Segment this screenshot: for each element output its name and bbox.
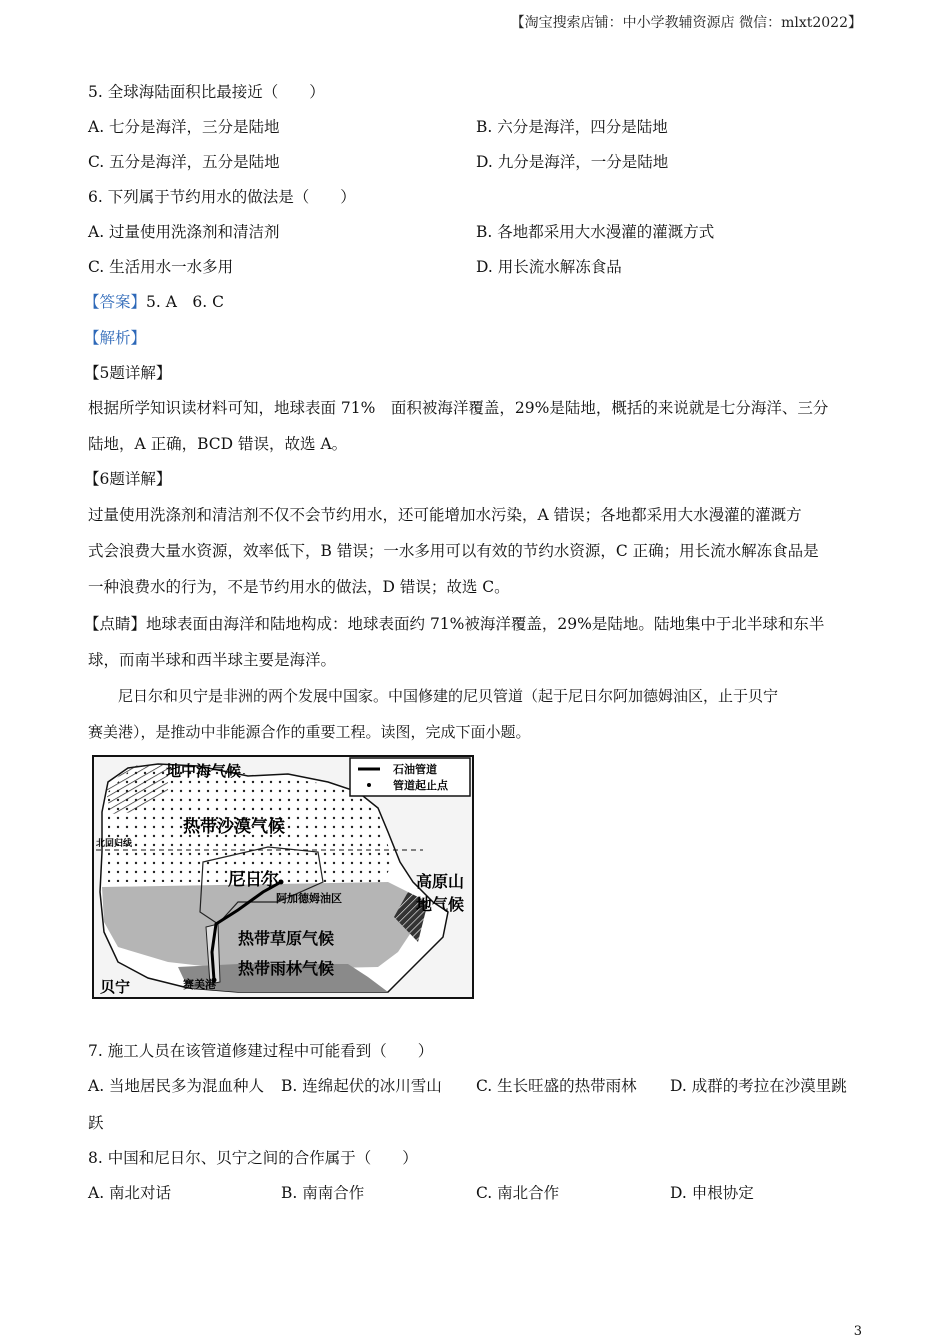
q6-option-a: A. 过量使用洗涤剂和清洁剂 xyxy=(88,223,280,241)
q5-stem: 5. 全球海陆面积比最接近（ ） xyxy=(88,83,325,101)
q7-option-b: B. 连绵起伏的冰川雪山 xyxy=(281,1077,442,1095)
answer-line xyxy=(84,292,224,312)
q5-option-c: C. 五分是海洋，五分是陆地 xyxy=(88,153,280,171)
label-savanna: 热带草原气候 xyxy=(238,929,335,948)
label-desert: 热带沙漠气候 xyxy=(183,817,285,837)
detail-5-line2: 陆地，A 正确，BCD 错误，故选 A。 xyxy=(88,435,348,453)
detail-5-title: 【5题详解】 xyxy=(84,364,172,382)
q6-options-row2 xyxy=(88,257,868,277)
q8-stem: 8. 中国和尼日尔、贝宁之间的合作属于（ ） xyxy=(88,1149,418,1167)
q8-options-row xyxy=(88,1183,868,1203)
tip-line2: 球，而南半球和西半球主要是海洋。 xyxy=(88,651,337,669)
legend-endpoint-symbol xyxy=(367,783,371,787)
answer-label: 【答案】 xyxy=(84,293,147,311)
label-mediterranean: 地中海气候 xyxy=(166,762,242,780)
q5-option-d: D. 九分是海洋，一分是陆地 xyxy=(476,153,669,171)
legend-pipeline-label: 石油管道 xyxy=(393,763,437,776)
tip-label: 【点睛】 xyxy=(84,615,147,633)
label-seme: 赛美港 xyxy=(183,978,216,991)
analysis-label: 【解析】 xyxy=(84,329,147,347)
q5-option-b: B. 六分是海洋，四分是陆地 xyxy=(476,118,668,136)
q6-options-row1 xyxy=(88,222,868,242)
detail-5-line1: 根据所学知识读材料可知，地球表面 71% 面积被海洋覆盖，29%是陆地，概括的来说就是七分海洋、三分 xyxy=(88,399,829,417)
pipeline-start-point xyxy=(279,880,284,885)
detail-6-line3: 一种浪费水的行为，不是节约用水的做法，D 错误；故选 C。 xyxy=(88,578,510,596)
tip-text: 地球表面由海洋和陆地构成：地球表面约 71%被海洋覆盖，29%是陆地。陆地集中于北半球和东半 xyxy=(146,615,825,633)
q8-option-c: C. 南北合作 xyxy=(476,1184,560,1202)
q5-options-row1 xyxy=(88,117,868,137)
q7-stem: 7. 施工人员在该管道修建过程中可能看到（ ） xyxy=(88,1042,434,1060)
page-number: 3 xyxy=(853,1324,862,1339)
q8-option-b: B. 南南合作 xyxy=(281,1184,365,1202)
legend-endpoint-label: 管道起止点 xyxy=(393,779,448,792)
tip-line1 xyxy=(84,614,824,634)
q7-options-row xyxy=(88,1076,868,1096)
label-tropic: 北回归线 xyxy=(96,839,133,849)
q5-options-row2 xyxy=(88,152,868,172)
detail-6-line2: 式会浪费大量水资源，效率低下，B 错误；一水多用可以有效的节约水资源，C 正确；用长流水解冻食品是 xyxy=(88,542,819,560)
answer-text: 5. A 6. C xyxy=(146,293,225,311)
q7-option-a: A. 当地居民多为混血种人 xyxy=(88,1077,265,1095)
page-header: 【淘宝搜索店铺：中小学教辅资源店 微信：mlxt2022】 xyxy=(510,15,862,31)
q6-option-b: B. 各地都采用大水漫灌的灌溉方式 xyxy=(476,223,715,241)
label-niger: 尼日尔 xyxy=(228,870,279,890)
detail-6-line1: 过量使用洗涤剂和清洁剂不仅不会节约用水，还可能增加水污染，A 错误；各地都采用大水漫灌的灌溉方 xyxy=(88,506,802,524)
africa-climate-map xyxy=(88,752,478,1002)
detail-6-title: 【6题详解】 xyxy=(84,470,172,488)
q6-option-c: C. 生活用水一水多用 xyxy=(88,258,234,276)
q7-option-d: D. 成群的考拉在沙漠里跳 xyxy=(670,1077,847,1095)
q8-option-d: D. 申根协定 xyxy=(670,1184,754,1202)
passage-line1: 尼日尔和贝宁是非洲的两个发展中国家。中国修建的尼贝管道（起于尼日尔阿加德姆油区，止于贝宁 xyxy=(118,687,779,705)
passage-line2: 赛美港），是推动中非能源合作的重要工程。读图，完成下面小题。 xyxy=(88,723,531,741)
q6-stem: 6. 下列属于节约用水的做法是（ ） xyxy=(88,188,356,206)
label-highland-2: 地气候 xyxy=(416,895,465,914)
q7-option-d-continued: 跃 xyxy=(88,1114,104,1132)
q7-option-c: C. 生长旺盛的热带雨林 xyxy=(476,1077,637,1095)
q6-option-d: D. 用长流水解冻食品 xyxy=(476,258,622,276)
label-benin: 贝宁 xyxy=(100,978,131,996)
label-rainforest: 热带雨林气候 xyxy=(238,959,335,978)
q5-option-a: A. 七分是海洋，三分是陆地 xyxy=(88,118,280,136)
q8-option-a: A. 南北对话 xyxy=(88,1184,172,1202)
label-agadem: 阿加德姆油区 xyxy=(276,892,342,905)
label-highland-1: 高原山 xyxy=(416,872,465,891)
